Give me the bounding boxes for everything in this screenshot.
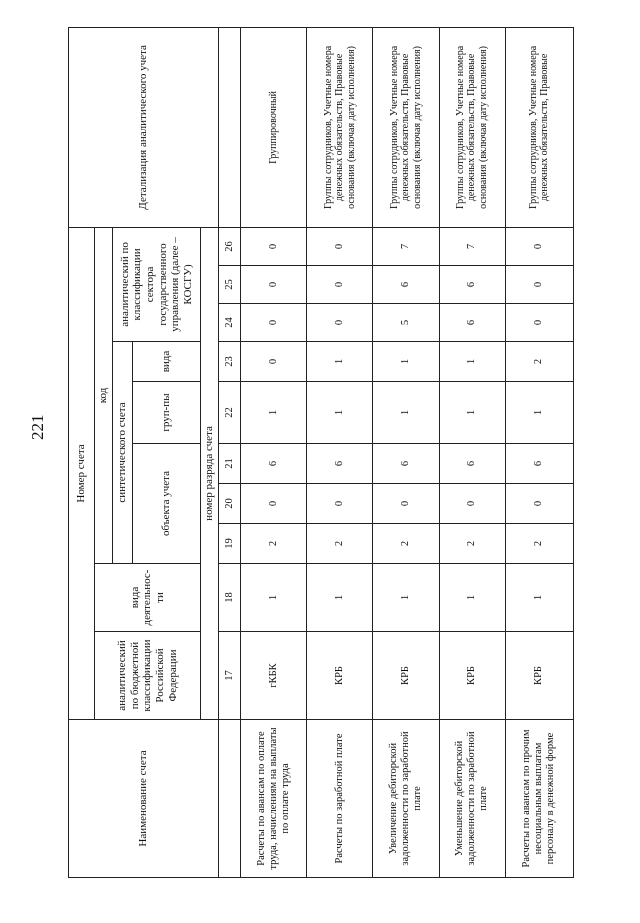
row-c26: 0 xyxy=(505,227,573,265)
row-c26: 7 xyxy=(439,227,505,265)
row-c19: 2 xyxy=(505,524,573,564)
row-c21: 6 xyxy=(307,444,373,484)
digit-cell: 25 xyxy=(219,266,241,304)
row-c23: 0 xyxy=(241,342,307,382)
row-c19: 2 xyxy=(373,524,439,564)
header-account-name: Наименование счета xyxy=(69,720,219,878)
row-c18: 1 xyxy=(505,564,573,632)
header-analytical-kosgu: аналитический по классификации сектора государственного управления (далее – КОСГУ) xyxy=(113,227,201,341)
row-account-name: Расчеты по авансам по прочим несоциальным выплатам персоналу в денежной форме xyxy=(505,720,573,878)
digit-cell: 24 xyxy=(219,304,241,342)
row-detail: Группировочный xyxy=(241,27,307,227)
digit-cell: 19 xyxy=(219,524,241,564)
row-c26: 0 xyxy=(307,227,373,265)
header-kind: вида xyxy=(133,342,201,382)
row-c18: 1 xyxy=(439,564,505,632)
row-c21: 6 xyxy=(373,444,439,484)
row-c17: КРБ xyxy=(307,632,373,720)
row-c23: 1 xyxy=(439,342,505,382)
row-c25: 0 xyxy=(241,266,307,304)
row-c25: 6 xyxy=(439,266,505,304)
row-c17: КРБ xyxy=(505,632,573,720)
row-account-name: Уменьшение дебиторской задолженности по заработной плате xyxy=(439,720,505,878)
row-c25: 0 xyxy=(307,266,373,304)
row-c17: КРБ xyxy=(373,632,439,720)
row-detail: Группы сотрудников, Учетные номера денежных обязательств, Правовые xyxy=(505,27,573,227)
digit-cell: 18 xyxy=(219,564,241,632)
row-c20: 0 xyxy=(505,484,573,524)
row-account-name: Расчеты по авансам по оплате труда, начислениям на выплаты по оплате труда xyxy=(241,720,307,878)
row-c20: 0 xyxy=(439,484,505,524)
account-table xyxy=(68,27,574,878)
digit-cell: 22 xyxy=(219,382,241,444)
row-detail: Группы сотрудников, Учетные номера денежных обязательств, Правовые основания (включая дату исполнения) xyxy=(307,27,373,227)
account-table-rotated xyxy=(68,28,574,878)
row-c17: КРБ xyxy=(439,632,505,720)
table-row xyxy=(373,27,439,877)
row-c22: 1 xyxy=(505,382,573,444)
header-activity-type: вида деятельнос-ти xyxy=(95,564,201,632)
table-row xyxy=(241,27,307,877)
row-detail: Группы сотрудников, Учетные номера денежных обязательств, Правовые основания (включая дату исполнения) xyxy=(439,27,505,227)
row-c19: 2 xyxy=(241,524,307,564)
row-c21: 6 xyxy=(505,444,573,484)
digit-number-row xyxy=(219,27,241,877)
digit-cell-empty-right xyxy=(219,27,241,227)
table-row xyxy=(505,27,573,877)
row-account-name: Увеличение дебиторской задолженности по заработной плате xyxy=(373,720,439,878)
row-account-name: Расчеты по заработной плате xyxy=(307,720,373,878)
row-c24: 6 xyxy=(439,304,505,342)
row-c22: 1 xyxy=(439,382,505,444)
row-c21: 6 xyxy=(241,444,307,484)
row-c26: 0 xyxy=(241,227,307,265)
digit-cell-empty-left xyxy=(219,720,241,878)
header-account-number: Номер счета xyxy=(69,227,95,719)
row-c23: 1 xyxy=(373,342,439,382)
header-group: груп-пы xyxy=(133,382,201,444)
row-c19: 2 xyxy=(307,524,373,564)
row-c24: 0 xyxy=(505,304,573,342)
header-row-1 xyxy=(69,27,95,877)
table-row xyxy=(307,27,373,877)
row-c18: 1 xyxy=(241,564,307,632)
header-account-object: объекта учета xyxy=(133,444,201,564)
row-detail: Группы сотрудников, Учетные номера денежных обязательств, Правовые основания (включая дату исполнения) xyxy=(373,27,439,227)
row-c24: 0 xyxy=(241,304,307,342)
row-c24: 5 xyxy=(373,304,439,342)
digit-cell: 23 xyxy=(219,342,241,382)
row-c24: 0 xyxy=(307,304,373,342)
page-number: 221 xyxy=(28,414,47,440)
header-digit-row: номер разряда счета xyxy=(201,227,219,719)
row-c25: 0 xyxy=(505,266,573,304)
row-c19: 2 xyxy=(439,524,505,564)
header-detail: Детализация аналитического учета xyxy=(69,27,219,227)
row-c22: 1 xyxy=(241,382,307,444)
row-c22: 1 xyxy=(373,382,439,444)
row-c25: 6 xyxy=(373,266,439,304)
table-row xyxy=(439,27,505,877)
row-c23: 1 xyxy=(307,342,373,382)
digit-cell: 17 xyxy=(219,632,241,720)
digit-cell: 20 xyxy=(219,484,241,524)
row-c18: 1 xyxy=(307,564,373,632)
row-c26: 7 xyxy=(373,227,439,265)
header-analytical-bk: аналитический по бюджетной классификации Российской Федерации xyxy=(95,632,201,720)
row-c18: 1 xyxy=(373,564,439,632)
row-c21: 6 xyxy=(439,444,505,484)
row-c20: 0 xyxy=(373,484,439,524)
row-c17: гКБК xyxy=(241,632,307,720)
row-c20: 0 xyxy=(241,484,307,524)
digit-cell: 21 xyxy=(219,444,241,484)
row-c20: 0 xyxy=(307,484,373,524)
row-c23: 2 xyxy=(505,342,573,382)
header-synthetic: синтетического счета xyxy=(113,342,133,564)
header-code: код xyxy=(95,227,113,563)
digit-cell: 26 xyxy=(219,227,241,265)
row-c22: 1 xyxy=(307,382,373,444)
